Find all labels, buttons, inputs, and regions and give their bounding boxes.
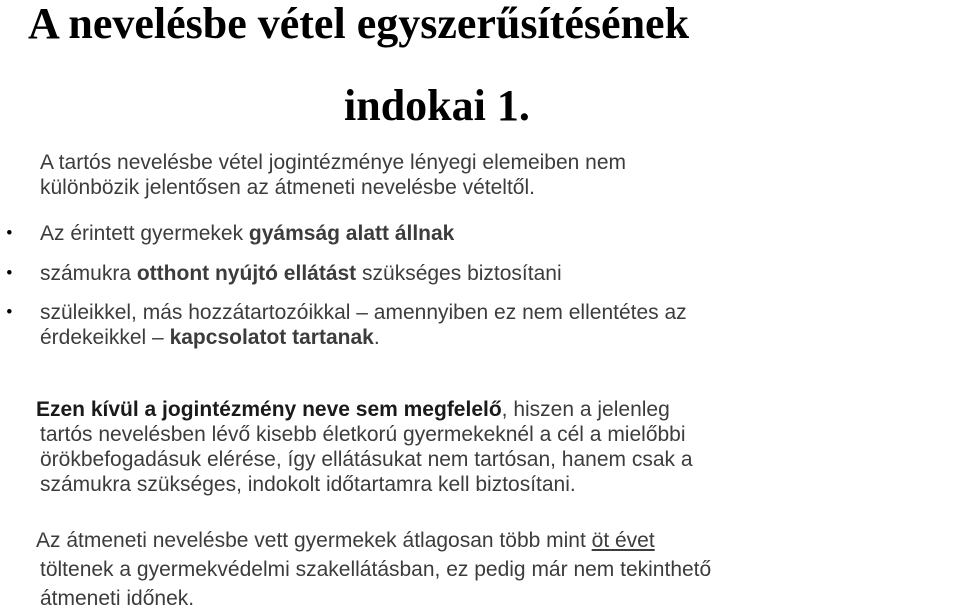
para2-line-2: töltenek a gyermekvédelmi szakellátásban, ez pedig már nem tekinthető	[40, 558, 712, 581]
bullet-dot-2: •	[6, 263, 13, 284]
bullet-2-bold: otthont nyújtó ellátást	[136, 262, 357, 285]
title-line-1: A nevelésbe vétel egyszerűsítésének	[28, 0, 690, 48]
bullet-dot-3: •	[6, 302, 13, 323]
bullet-item-1	[40, 221, 944, 246]
para1-line-4: számukra szükséges, indokolt időtartamra kell biztosítani.	[40, 473, 576, 496]
para1-line-1-rest: , hiszen a jelenleg	[501, 398, 670, 421]
bullet-dot-1: •	[6, 223, 13, 244]
para2-line-3: átmeneti időnek.	[40, 587, 195, 610]
bullet-item-2	[40, 261, 944, 286]
bullet-3-line-2-post: .	[373, 326, 380, 349]
para1-line-2: tartós nevelésben lévő kisebb életkorú gyermekeknél a cél a mielőbbi	[40, 423, 686, 446]
intro-line-1: A tartós nevelésbe vétel jogintézménye lényegi elemeiben nem	[40, 151, 627, 174]
para2-line-1-pre: Az átmeneti nevelésbe vett gyermekek átlagosan több mint	[36, 529, 592, 552]
paragraph-name-critique	[36, 397, 944, 497]
bullet-3-line-2-pre: érdekeikkel –	[40, 326, 170, 349]
para1-line-1	[36, 397, 944, 422]
bullet-item-3	[40, 300, 944, 350]
para1-line-3: örökbefogadásuk elérése, így ellátásukat nem tartósan, hanem csak a	[40, 448, 693, 471]
intro-line-2: különbözik jelentősen az átmeneti nevelésbe vételtől.	[40, 176, 535, 199]
para2-underlined: öt évet	[591, 529, 655, 552]
title-line-2: indokai 1.	[344, 81, 530, 130]
bullet-2-text-post: szükséges biztosítani	[356, 262, 562, 285]
bullet-3-bold: kapcsolatot tartanak	[169, 326, 374, 349]
bullet-2-text-pre: számukra	[40, 262, 137, 285]
para1-bold: Ezen kívül a jogintézmény neve sem megfelelő	[36, 398, 502, 421]
bullet-1-bold: gyámság alatt állnak	[248, 222, 455, 245]
bullet-3-line-1: szüleikkel, más hozzátartozóikkal – amennyiben ez nem ellentétes az	[40, 301, 687, 324]
bullet-1-text: Az érintett gyermekek	[40, 222, 249, 245]
bullet-3-line-2	[40, 325, 944, 350]
para2-line-1	[36, 526, 944, 555]
intro-paragraph	[40, 150, 944, 200]
paragraph-average-duration	[36, 526, 944, 613]
